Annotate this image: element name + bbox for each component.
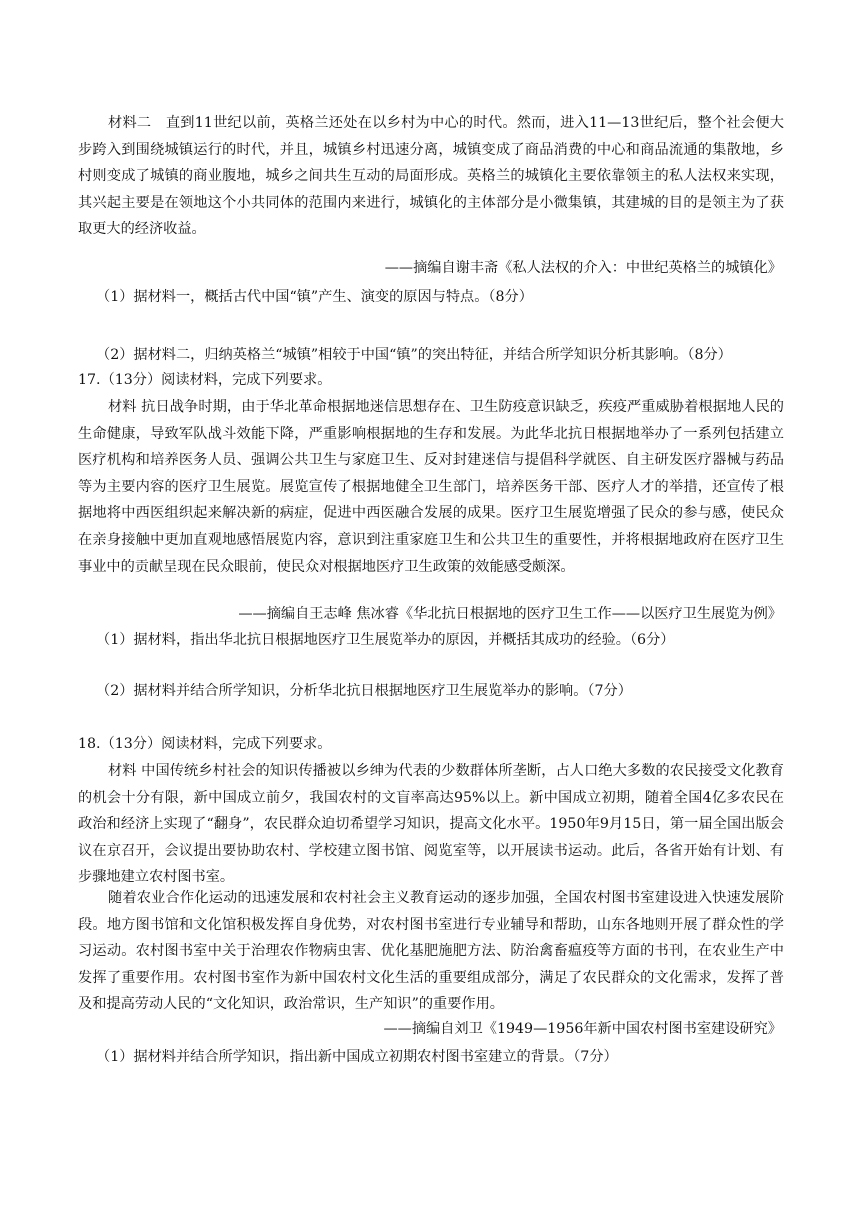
material-2-paragraph: 材料二 直到11世纪以前，英格兰还处在以乡村为中心的时代。然而，进入11—13世纪后，整个社会便大步跨入到围绕城镇运行的时代，并且，城镇乡村迅速分离，城镇变成了商品消费的中心和商品流通的集散地，乡村则变成了城镇的商业腹地，城乡之间共生互动的局面形成。英格兰的城镇化主要依靠领主的私人法权来实现，其兴起主要是在领地这个小共同体的范围内来进行，城镇化的主体部分是小微集镇，其建城的目的是领主为了获取更大的经济收益。 [78, 115, 784, 238]
q17-part2: （2）据材料并结合所学知识，分析华北抗日根据地医疗卫生展览举办的影响。（7分） [96, 683, 632, 699]
q16-part2: （2）据材料二，归纳英格兰“城镇”相较于中国“镇”的突出特征，并结合所学知识分析其影响。（8分） [96, 347, 732, 363]
q17-part1: （1）据材料，指出华北抗日根据地医疗卫生展览举办的原因，并概括其成功的经验。（6分） [96, 632, 675, 648]
q18-part1: （1）据材料并结合所学知识，指出新中国成立初期农村图书室建立的背景。（7分） [96, 1049, 618, 1065]
material-2-source: ——摘编自谢丰斋《私人法权的介入：中世纪英格兰的城镇化》 [384, 260, 782, 276]
q18-material-paragraph-2: 随着农业合作化运动的迅速发展和农村社会主义教育运动的逐步加强，全国农村图书室建设进入快速发展阶段。地方图书馆和文化馆积极发挥自身优势，对农村图书室进行专业辅导和帮助，山东各地则开展了群众性的学习运动。农村图书室中关于治理农作物病虫害、优化基肥施肥方法、防治禽畜瘟疫等方面的书刊，在农业生产中发挥了重要作用。农村图书室作为新中国农村文化生活的重要组成部分，满足了农民群众的文化需求，发挥了普及和提高劳动人民的“文化知识，政治常识，生产知识”的重要作用。 [78, 890, 784, 1013]
q18-heading: 18.（13分）阅读材料，完成下列要求。 [78, 736, 332, 752]
q17-material-paragraph: 材料 抗日战争时期，由于华北革命根据地迷信思想存在、卫生防疫意识缺乏，疾疫严重威胁着根据地人民的生命健康，导致军队战斗效能下降，严重影响根据地的生存和发展。为此华北抗日根据地举办了一系列包括建立医疗机构和培养医务人员、强调公共卫生与家庭卫生、反对封建迷信与提倡科学就医、自主研发医疗器械与药品等为主要内容的医疗卫生展览。展览宣传了根据地健全卫生部门，培养医务干部、医疗人才的举措，还宣传了根据地将中西医组织起来解决新的病症，促进中西医融合发展的成果。医疗卫生展览增强了民众的参与感，使民众在亲身接触中更加直观地感悟展览内容，意识到注重家庭卫生和公共卫生的重要性，并将根据地政府在医疗卫生事业中的贡献呈现在民众眼前，使民众对根据地医疗卫生政策的效能感受颇深。 [78, 399, 784, 575]
q18-source: ——摘编自刘卫《1949—1956年新中国农村图书室建设研究》 [383, 1021, 782, 1037]
q17-heading: 17.（13分）阅读材料，完成下列要求。 [78, 372, 332, 388]
q16-part1: （1）据材料一，概括古代中国“镇”产生、演变的原因与特点。（8分） [96, 289, 533, 305]
q17-source: ——摘编自王志峰 焦冰睿《华北抗日根据地的医疗卫生工作——以医疗卫生展览为例》 [238, 606, 782, 622]
q18-material-paragraph-1: 材料 中国传统乡村社会的知识传播被以乡绅为代表的少数群体所垄断，占人口绝大多数的农民接受文化教育的机会十分有限，新中国成立前夕，我国农村的文盲率高达95%以上。新中国成立初期，随着全国4亿多农民在政治和经济上实现了“翻身”，农民群众迫切希望学习知识，提高文化水平。1950年9月15日，第一届全国出版会议在京召开，会议提出要协助农村、学校建立图书馆、阅览室等，以开展读书运动。此后，各省开始有计划、有步骤地建立农村图书室。 [78, 763, 784, 886]
